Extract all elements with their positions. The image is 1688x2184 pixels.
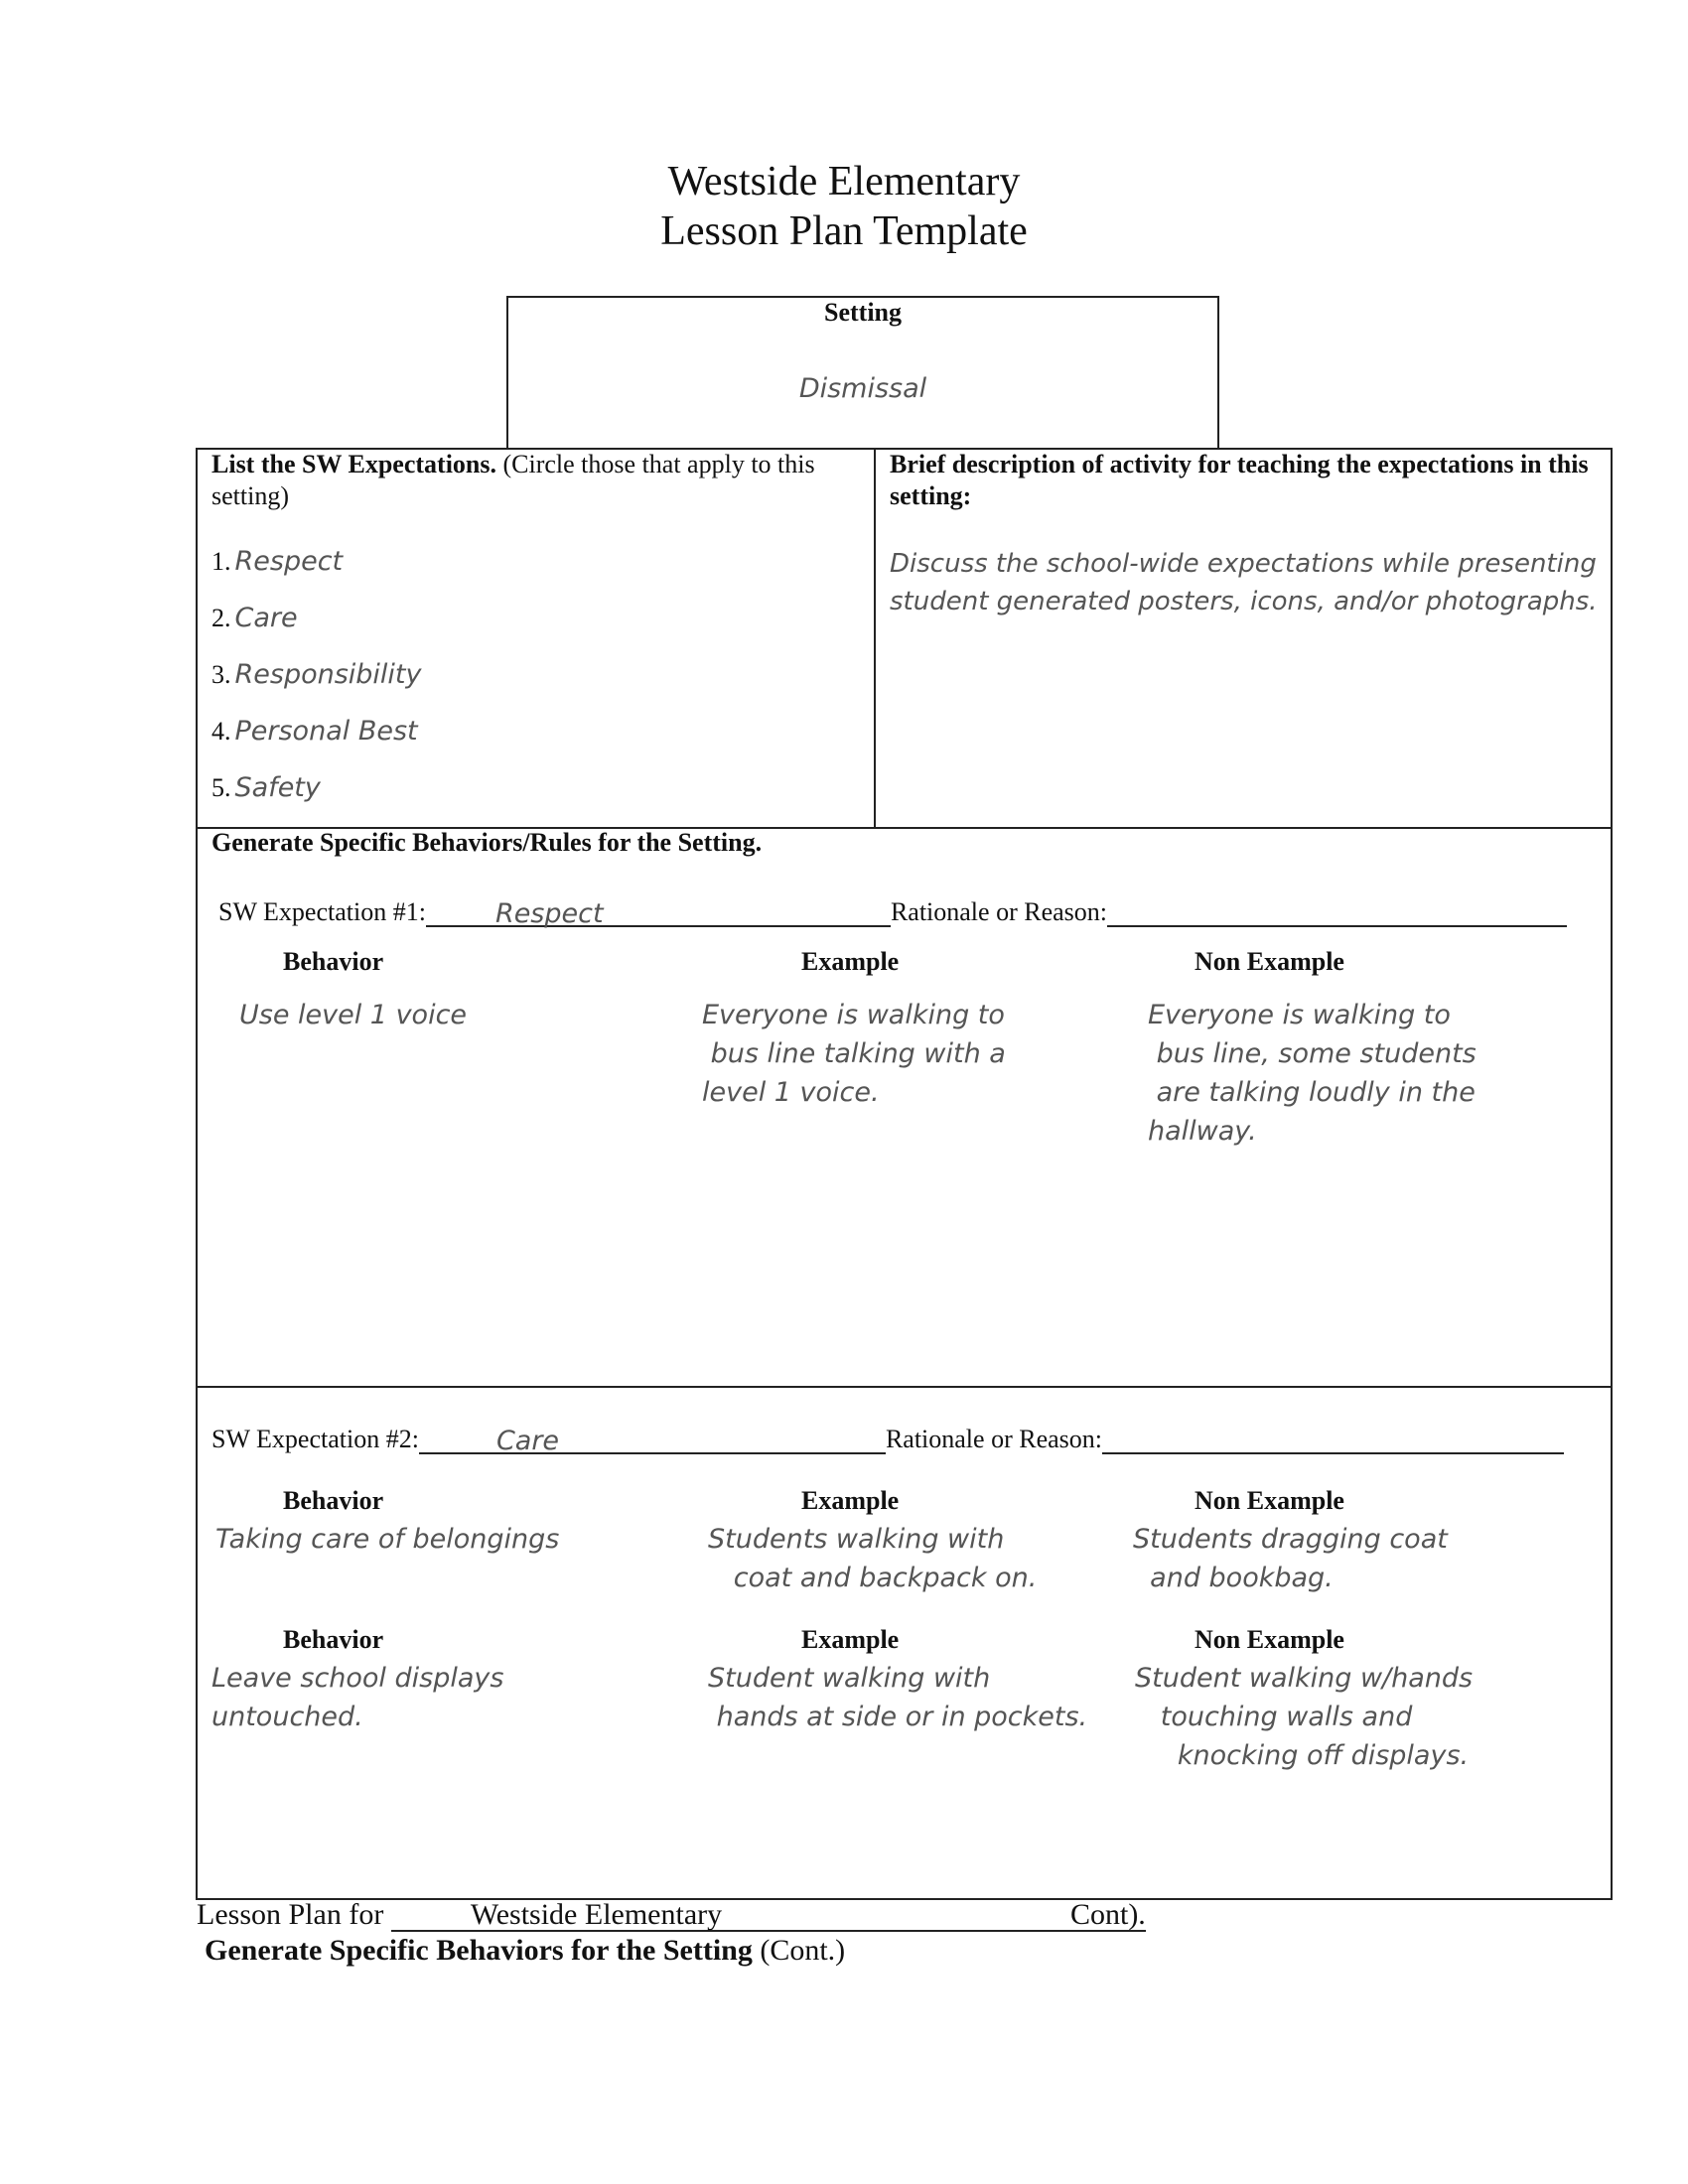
document-title: Lesson Plan Template (660, 208, 1028, 254)
behavior-2a-text[interactable]: Taking care of belongings (215, 1524, 560, 1555)
example-2a-text[interactable]: Students walking with coat and backpack on. (708, 1524, 1038, 1593)
behavior-2b-text[interactable]: Leave school displays untouched. (211, 1663, 504, 1732)
expectations-heading-note: (Circle those that apply to this setting) (211, 450, 815, 510)
lesson-plan-cont: Cont). (1069, 1898, 1146, 1931)
non-example-2a-text[interactable]: Students dragging coat and bookbag. (1133, 1524, 1448, 1593)
expectation-text[interactable]: Personal Best (234, 716, 418, 747)
rationale-1-field[interactable] (1107, 895, 1567, 927)
lesson-plan-school-field[interactable] (391, 1896, 1146, 1932)
rationale-2-label: Rationale or Reason: (885, 1425, 1102, 1453)
footer-heading (205, 1934, 845, 1968)
expectation-text[interactable]: Responsibility (234, 659, 422, 690)
school-name: Westside Elementary (667, 159, 1021, 205)
setting-value[interactable]: Dismissal (798, 373, 927, 404)
non-example-2b-text[interactable]: Student walking w/hands touching walls and knocking off displays. (1135, 1663, 1474, 1771)
expectation-number: 2. (211, 604, 231, 632)
expectation-2-label: SW Expectation #2: (211, 1425, 419, 1453)
expectations-heading (211, 449, 867, 512)
expectation-item (211, 716, 422, 772)
expectation-number: 5. (211, 773, 231, 802)
expectation-2-field[interactable] (419, 1423, 886, 1454)
rationale-1-label: Rationale or Reason: (890, 897, 1107, 926)
behavior-column-header: Behavior (283, 1486, 384, 1515)
expectation-item (211, 659, 422, 716)
expectation-item (211, 603, 422, 659)
behavior-1-text[interactable]: Use level 1 voice (239, 1000, 468, 1030)
footer-heading-cont: (Cont.) (752, 1934, 846, 1967)
example-column-header: Example (801, 947, 900, 976)
expectation-1-field[interactable] (426, 895, 891, 927)
expectation-text[interactable]: Respect (234, 546, 344, 577)
non-example-column-header: Non Example (1195, 947, 1344, 976)
non-example-column-header: Non Example (1195, 1486, 1344, 1515)
expectation-1-line (218, 895, 1599, 927)
example-column-header: Example (801, 1625, 900, 1654)
expectations-heading-bold: List the SW Expectations. (211, 450, 496, 478)
expectation-list (211, 546, 422, 829)
setting-box (506, 296, 1219, 450)
expectation-number: 3. (211, 660, 231, 689)
behavior-column-header: Behavior (283, 1625, 384, 1654)
expectation-2-value: Care (495, 1426, 560, 1456)
column-divider (874, 448, 876, 829)
expectation-number: 4. (211, 717, 231, 746)
activity-heading: Brief description of activity for teaching the expectations in this setting: (890, 450, 1589, 510)
activity-description[interactable]: Discuss the school-wide expectations while presenting student generated posters, icons, and/or photographs. (890, 549, 1598, 616)
expectation-text[interactable]: Safety (234, 772, 321, 803)
lesson-plan-for-label: Lesson Plan for (197, 1898, 384, 1931)
non-example-column-header: Non Example (1195, 1625, 1344, 1654)
footer-heading-bold: Generate Specific Behaviors for the Setting (205, 1934, 753, 1967)
expectation-item (211, 772, 422, 829)
expectation-2-line (211, 1423, 1592, 1454)
expectation-item (211, 546, 422, 603)
behavior-column-header: Behavior (283, 947, 384, 976)
example-column-header: Example (801, 1486, 900, 1515)
example-2b-text[interactable]: Student walking with hands at side or in pockets. (708, 1663, 1088, 1732)
expectation-1-value: Respect (494, 898, 604, 929)
non-example-1-text[interactable]: Everyone is walking to bus line, some students are talking loudly in the hallway. (1148, 1000, 1477, 1147)
setting-label: Setting (824, 298, 902, 327)
expectation-text[interactable]: Care (234, 603, 298, 633)
lesson-plan-footer-line (197, 1896, 1146, 1932)
expectation-2-section (196, 1386, 1613, 1900)
lesson-plan-school: Westside Elementary (470, 1898, 723, 1931)
rationale-2-field[interactable] (1102, 1423, 1564, 1454)
expectation-number: 1. (211, 547, 231, 576)
example-1-text[interactable]: Everyone is walking to bus line talking with a level 1 voice. (702, 1000, 1006, 1108)
expectation-1-label: SW Expectation #1: (218, 897, 426, 926)
behaviors-heading: Generate Specific Behaviors/Rules for the Setting. (211, 828, 763, 857)
